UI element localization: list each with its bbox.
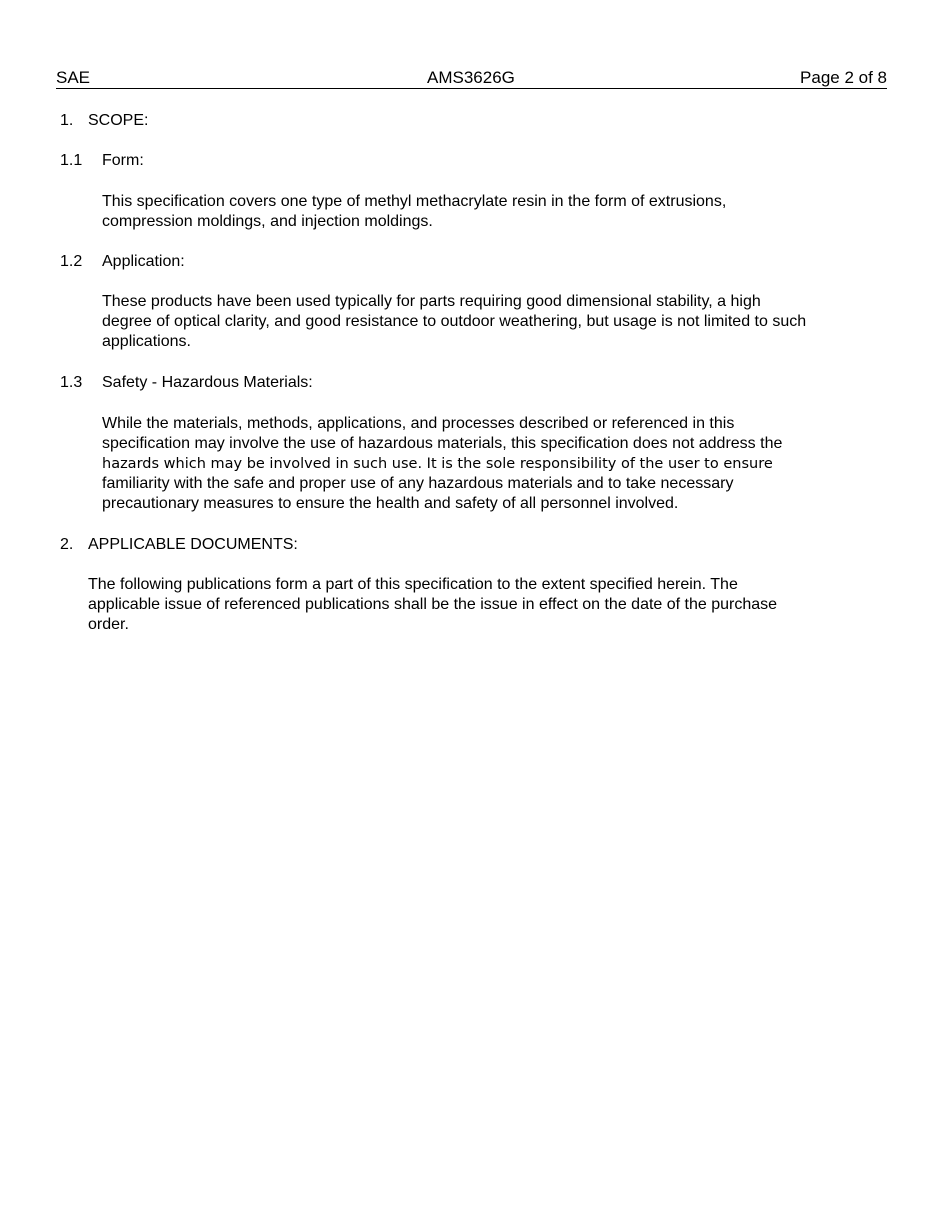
section-1-1-paragraph <box>102 192 726 232</box>
section-title: APPLICABLE DOCUMENTS: <box>88 536 298 553</box>
paragraph-line: These products have been used typically for parts requiring good dimensional stability, a high <box>102 293 761 310</box>
section-number: 2. <box>60 536 74 553</box>
paragraph-line: The following publications form a part of this specification to the extent specified herein. The <box>88 576 738 593</box>
paragraph-line: applicable issue of referenced publications shall be the issue in effect on the date of the purchase <box>88 596 778 613</box>
paragraph-line: This specification covers one type of methyl methacrylate resin in the form of extrusions, <box>102 193 727 210</box>
section-title: Form: <box>102 152 144 169</box>
section-title: Application: <box>102 253 185 270</box>
section-number: 1.3 <box>60 374 83 391</box>
page-header <box>56 67 887 89</box>
paragraph-line: order. <box>88 616 129 633</box>
section-1-2-paragraph <box>102 292 806 352</box>
section-1-3-paragraph <box>102 414 782 514</box>
paragraph-line: While the materials, methods, applications, and processes described or referenced in this <box>102 415 735 432</box>
section-title: SCOPE: <box>88 112 149 129</box>
header-doc-number: AMS3626G <box>427 68 515 87</box>
section-2-paragraph <box>88 575 777 635</box>
header-org: SAE <box>56 68 91 87</box>
paragraph-line: applications. <box>102 333 191 350</box>
paragraph-line: familiarity with the safe and proper use of any hazardous materials and to take necessary <box>102 475 734 492</box>
paragraph-line: compression moldings, and injection moldings. <box>102 213 433 230</box>
paragraph-line: degree of optical clarity, and good resistance to outdoor weathering, but usage is not limited to such <box>102 313 807 330</box>
section-number: 1.2 <box>60 253 83 270</box>
paragraph-line: hazards which may be involved in such use. It is the sole responsibility of the user to ensure <box>102 456 773 472</box>
header-page-number: Page 2 of 8 <box>800 68 887 87</box>
section-number: 1.1 <box>60 152 83 169</box>
paragraph-line: precautionary measures to ensure the health and safety of all personnel involved. <box>102 495 679 512</box>
paragraph-line: specification may involve the use of hazardous materials, this specification does not address the <box>102 435 783 452</box>
section-title: Safety - Hazardous Materials: <box>102 374 313 391</box>
section-number: 1. <box>60 112 74 129</box>
